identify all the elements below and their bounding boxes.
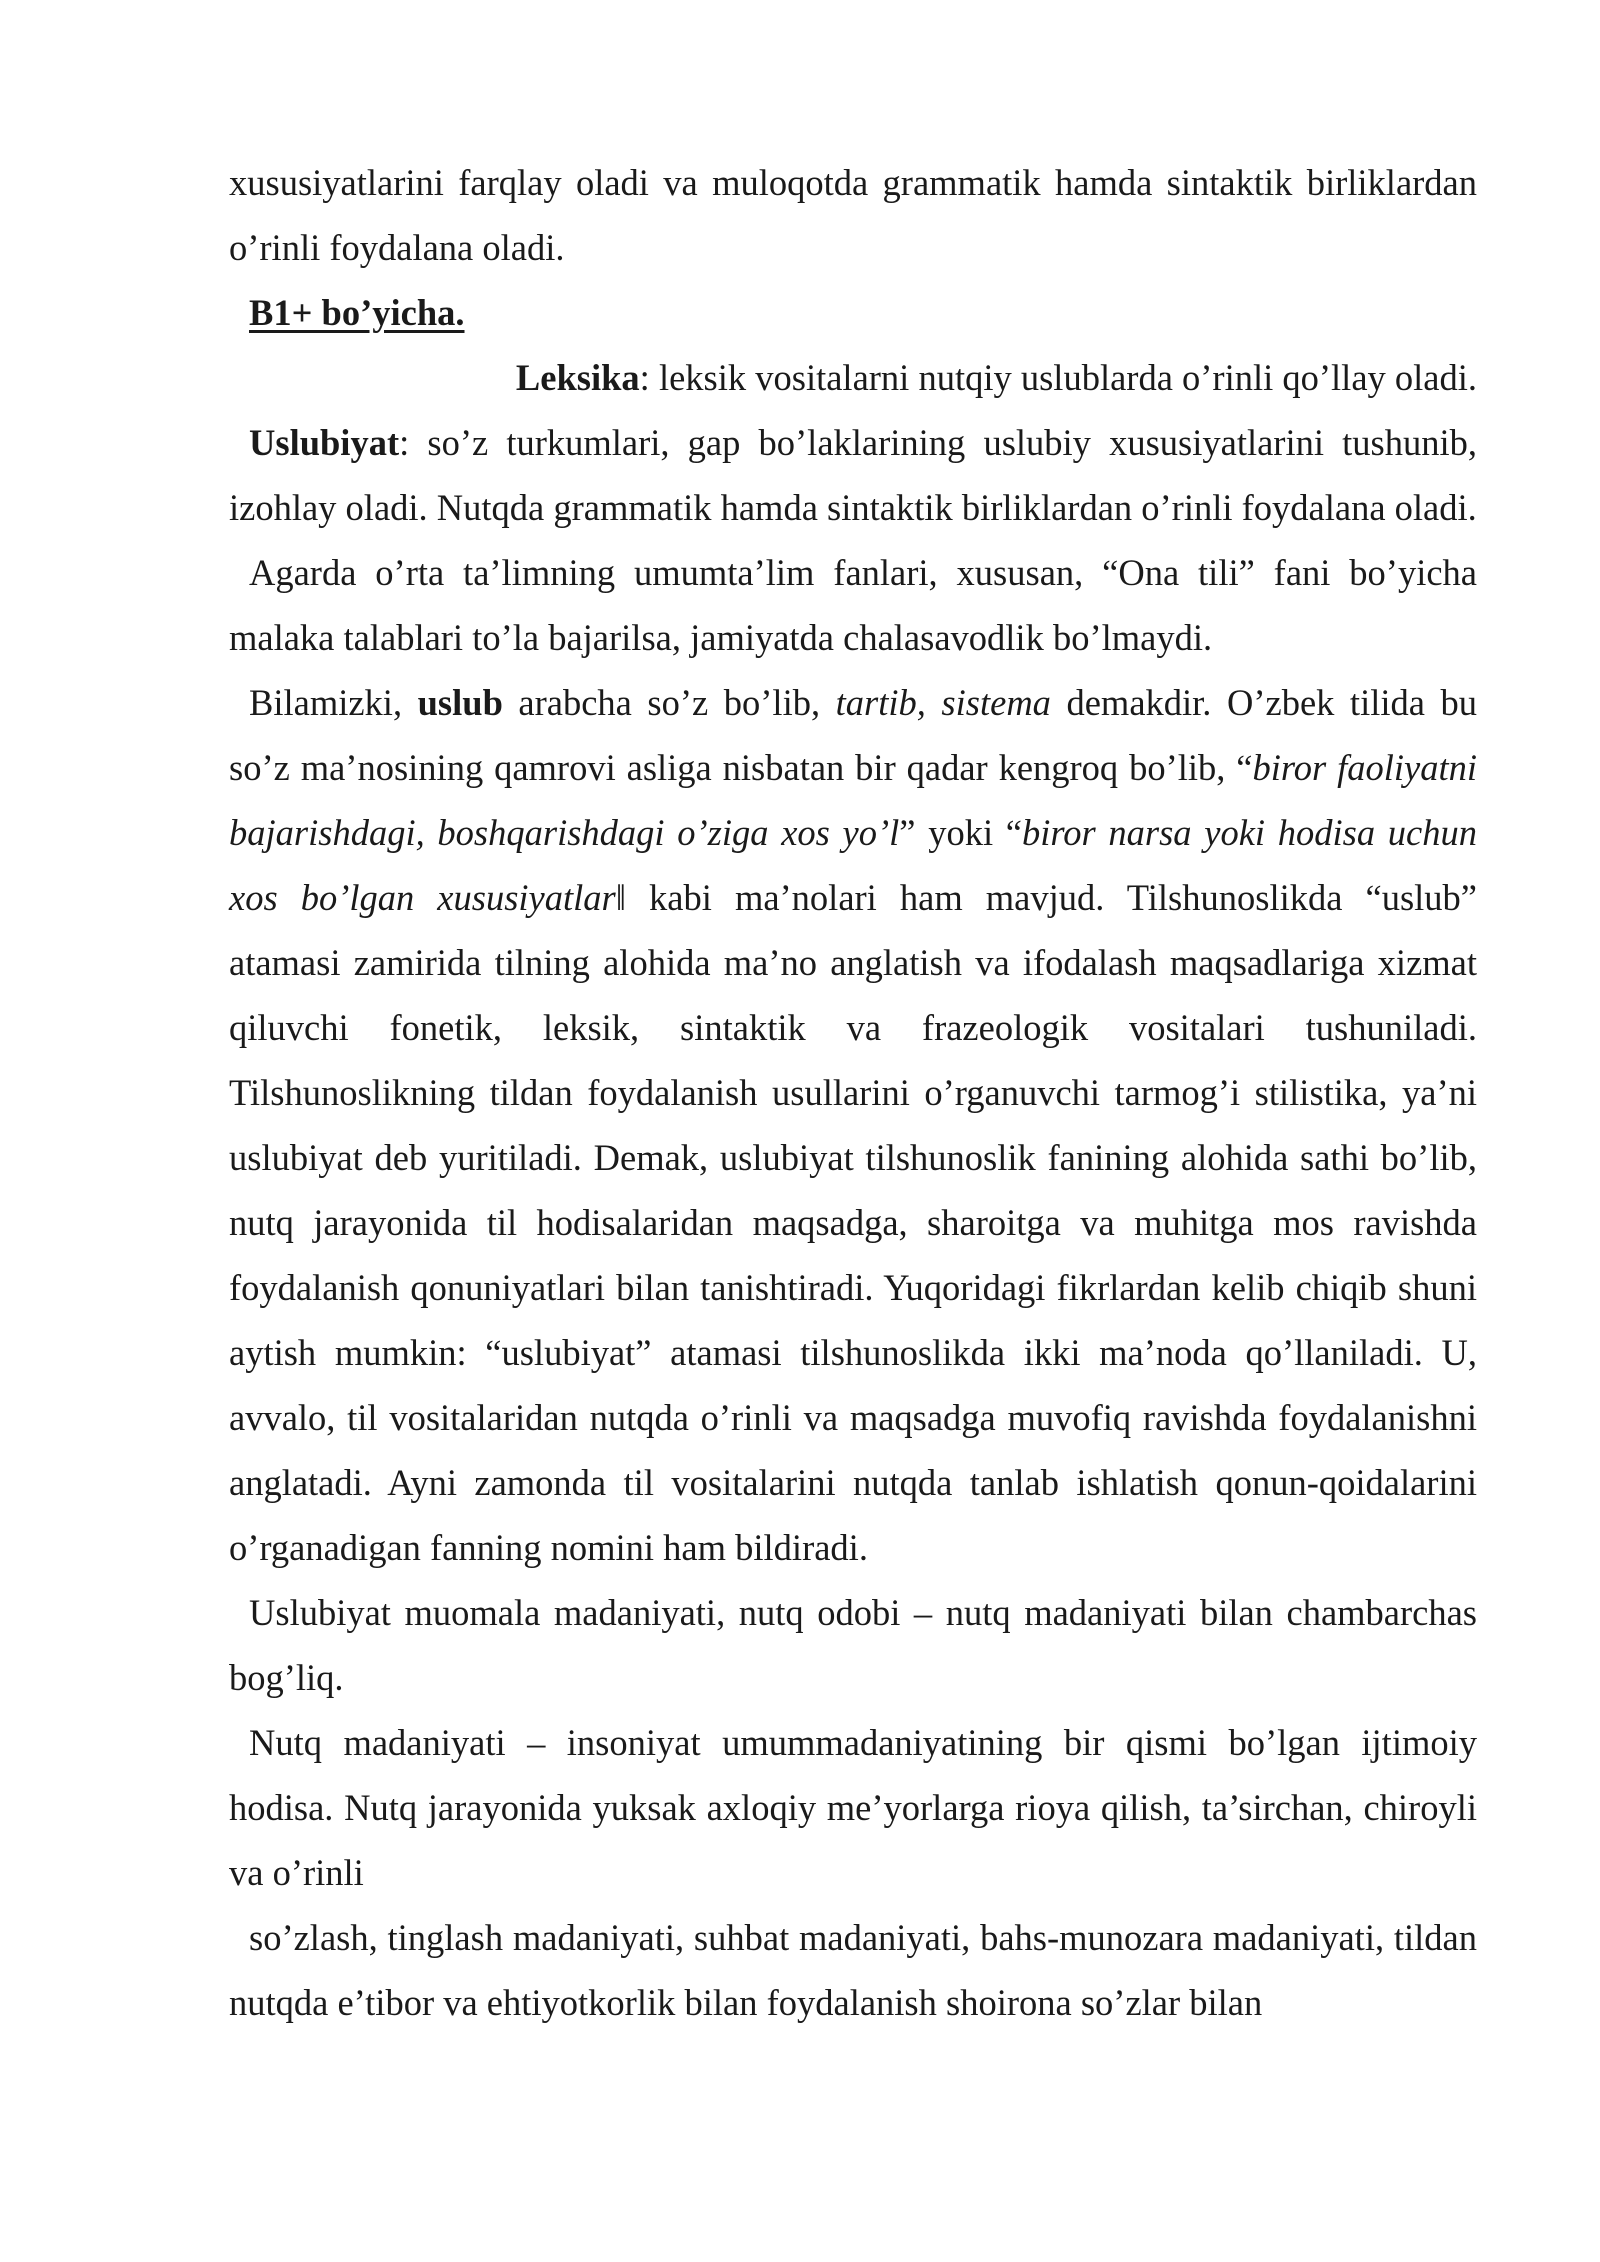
paragraph-madaniyat: Uslubiyat muomala madaniyati, nutq odobi – nutq madaniyati bilan chambarchas bog’liq. bbox=[229, 1592, 1477, 1698]
paragraph-nutq: Nutq madaniyati – insoniyat umummadaniyatining bir qismi bo’lgan ijtimoiy hodisa. Nutq jarayonida yuksak axloqiy me’yorlarga rioya qilish, ta’sirchan, chiroyli va o’rinli bbox=[229, 1722, 1477, 1893]
leksika-text: : leksik vositalarni nutqiy uslublarda o’rinli qo’llay oladi. bbox=[639, 357, 1477, 398]
page-body bbox=[229, 150, 1477, 2035]
paragraph-leksika bbox=[229, 345, 1477, 410]
quote-italic: biror faoliyatni bajarishdagi, boshqarishdagi o’ziga xos yo’l bbox=[229, 747, 1477, 853]
paragraph-sozlash: so’zlash, tinglash madaniyati, suhbat madaniyati, bahs-munozara madaniyati, tildan nutqda e’tibor va ehtiyotkorlik bilan foydalanish shoirona so’zlar bilan bbox=[229, 1917, 1477, 2023]
text-run: Bilamizki, bbox=[249, 682, 418, 723]
text-run: ” yoki “ bbox=[899, 812, 1022, 853]
heading-b1: B1+ bo’yicha. bbox=[249, 292, 465, 333]
quote-italic: biror narsa yoki hodisa uchun xos bo’lgan xususiyatlar bbox=[229, 812, 1477, 918]
paragraph-line: o’rinli foydalana oladi. bbox=[229, 227, 565, 268]
paragraph-line: xususiyatlarini farqlay oladi va muloqotda grammatik hamda sintaktik birliklardan bbox=[229, 162, 1477, 203]
text-run: demakdir. O’zbek tilida bu so’z ma’nosining qamrovi asliga nisbatan bir qadar kengroq bo’lib, “ bbox=[229, 682, 1477, 788]
text-run: arabcha so’z bo’lib, bbox=[502, 682, 836, 723]
section-heading bbox=[229, 280, 1477, 345]
paragraph-agarda: Agarda o’rta ta’limning umumta’lim fanlari, xususan, “Ona tili” fani bo’yicha malaka talablari to’la bajarilsa, jamiyatda chalasavodlik bo’lmaydi. bbox=[229, 552, 1477, 658]
term-uslubiyat: Uslubiyat bbox=[249, 422, 400, 463]
term-tartib: tartib, sistema bbox=[835, 682, 1051, 723]
uslubiyat-text: : so’z turkumlari, gap bo’laklarining uslubiy xususiyatlarini tushunib, izohlay oladi. Nutqda grammatik hamda sintaktik birliklardan o’rinli foydalana oladi. bbox=[229, 422, 1477, 528]
term-uslub: uslub bbox=[417, 682, 503, 723]
paragraph-bilamizki bbox=[229, 670, 1477, 1580]
text-run: ‖ kabi ma’nolari ham mavjud. Tilshunoslikda “uslub” atamasi zamirida tilning alohida ma’no anglatish va ifodalash maqsadlariga xizmat qiluvchi fonetik, leksik, sintaktik va frazeologik vositalari tushuniladi. Tilshunoslikning tildan foydalanish usullarini o’rganuvchi tarmog’i stilistika, ya’ni uslubiyat deb yuritiladi. Demak, uslubiyat tilshunoslik fanining alohida sathi bo’lib, nutq jarayonida til hodisalaridan maqsadga, sharoitga va muhitga mos ravishda foydalanish qonuniyatlari bilan tanishtiradi. Yuqoridagi fikrlardan kelib chiqib shuni aytish mumkin: “uslubiyat” atamasi tilshunoslikda ikki ma’noda qo’llaniladi. U, avvalo, til vositalaridan nutqda o’rinli va maqsadga muvofiq ravishda foydalanishni anglatadi. Ayni zamonda til vositalarini nutqda tanlab ishlatish qonun-qoidalarini o’rganadigan fanning nomini ham bildiradi. bbox=[229, 877, 1477, 1568]
paragraph-uslubiyat bbox=[229, 410, 1477, 540]
term-leksika: Leksika bbox=[515, 357, 640, 398]
